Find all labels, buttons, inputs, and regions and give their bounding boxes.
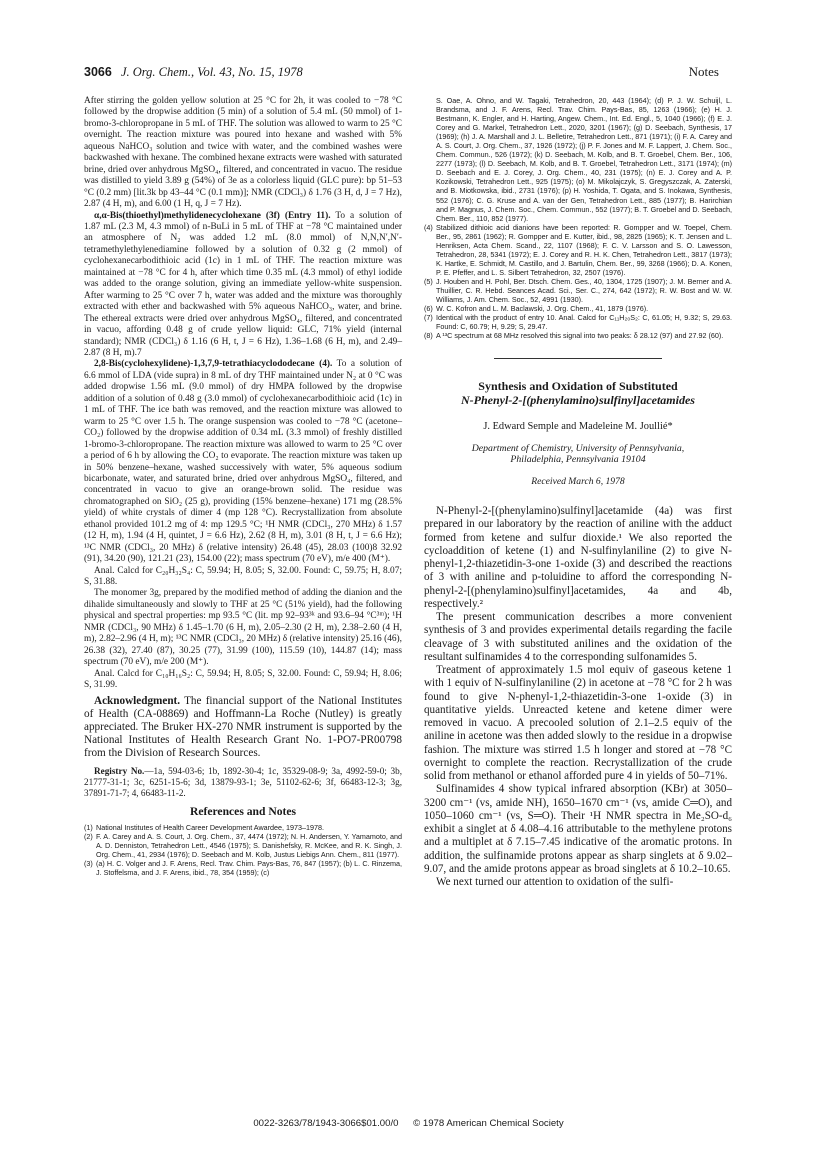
affiliation-line: Philadelphia, Pennsylvania 19104 [510,454,646,466]
reference-text: Identical with the product of entry 10. Anal. Calcd for C₁₁H₂₀S₂: C, 61.05; H, 9.32; S, 29.63. Found: C, 60.79; H, 9.29; S, 29.47. [436,313,732,332]
journal-citation: J. Org. Chem., Vol. 43, No. 15, 1978 [120,65,303,79]
acknowledgment [84,695,402,760]
reference-item [84,823,402,832]
paragraph: N-Phenyl-2-[(phenylamino)sulfinyl]acetamide (4a) was first prepared in our laboratory by the reaction of aniline with the adduct formed from ketene and sulfur dioxide.¹ We also reported the cycloaddition of ketene (1) and N-sulfinylaniline (2) to give N-phenyl-1,2-thiazetidin-3-one 1-oxide (3) and described the reactions of 3 with aniline and p-toluidine to afford the corresponding N-phenyl-2-[(phenylamino)sulfinyl]acetamides, 4a and 4b, respectively.² [424,505,732,610]
article-authors: J. Edward Semple and Madeleine M. Joullié* [483,421,673,433]
registry-numbers [84,766,402,800]
reference-text: F. A. Carey and A. S. Court, J. Org. Chem., 37, 4474 (1972); N. H. Andersen, Y. Yamamoto, and A. D. Denniston, Tetrahedron Lett., 4546 (1975); S. Danishefsky, R. McKee, and R. K. Singh, J. Org. Chem., 41, 2934 (1976); D. Seebach and M. Kolb, Justus Liebigs Ann. Chem., 811 (1977). [96,831,402,859]
reference-item [84,832,402,859]
reference-number: (4) [424,222,433,232]
paragraph-heading: 2,8-Bis(cyclohexylidene)-1,3,7,9-tetrathiacyclododecane (4). [94,359,333,370]
reference-number: (8) [424,331,433,341]
reference-item [424,313,732,331]
paragraph [84,359,402,565]
reference-number: (2) [84,831,93,841]
paragraph: After stirring the golden yellow solution at 25 °C for 2h, it was cooled to −78 °C followed by the dropwise addition (5 min) of a solution of 5.4 mL (50 mmol) of 1-bromo-3-chloropropane in 5 mL of THF. The solution was allowed to warm to 25 °C overnight. The reaction mixture was poured into hexane and washed with 5% aqueous NaHCO₃ solution and twice with water, and the combined washes were backwashed with hexane. The combined hexane extracts were washed with saturated brine, dried over anhydrous MgSO₄, filtered, and concentrated in vacuo. The residue was distilled to yield 3.89 g (54%) of 3e as a colorless liquid (GLC pure): bp 51–53 °C (0.2 mm) [lit.3k bp 43–44 °C (0.1 mm)]; NMR (CDCl₃) δ 1.76 (3 H, d, J = 7 Hz), 2.87 (4 H, m), and 6.00 (1 H, q, J = 7 Hz). [84,96,402,210]
copyright-notice: © 1978 American Chemical Society [413,1118,564,1129]
reference-text: W. C. Kofron and L. M. Baclawski, J. Org. Chem., 41, 1879 (1976). [436,304,649,314]
reference-item [424,331,732,340]
title-line: N-Phenyl-2-[(phenylamino)sulfinyl]acetamides [461,393,695,408]
paragraph: Anal. Calcd for C₁₀H₁₆S₂: C, 59.94; H, 8.05; S, 32.00. Found: C, 59.94; H, 8.06; S, 31.99. [84,668,402,691]
paragraph [84,211,402,360]
reference-number: (7) [424,313,433,323]
acknowledgment-text: The financial support of the National Institutes of Health (CA-08869) and Hoffmann-La Roche (Nutley) is greatly appreciated. The Bruker HX-270 NMR instrument is supported by the National Institutes of Health Research Grant No. 1-PO7-PR00798 from the Division of Research Sources. [84,694,402,759]
reference-item [84,859,402,877]
acknowledgment-heading: Acknowledgment. [94,694,181,707]
reference-text: National Institutes of Health Career Development Awardee, 1973–1978. [96,822,325,832]
reference-item [424,277,732,304]
paragraph: The monomer 3g, prepared by the modified method of adding the dianion and the dihalide simultaneously and slowly to THF at 25 °C (51% yield), had the following physical and spectral properties: mp 93.5 °C (lit. mp 92–93³ᵏ and 93.6–94 °C³ᵐ); ¹H NMR (CDCl₃, 90 MHz) δ 1.45–1.70 (6 H, m), 2.05–2.30 (2 H, m), 2.38–2.60 (4 H, m), 2.82–2.96 (4 H, m); ¹³C NMR (CDCl₃, 20 MHz) δ (relative intensity) 25.16 (46), 26.38 (32), 27.40 (87), 30.25 (77), 31.99 (100), 115.59 (10), 144.87 (14); mass spectrum (70 eV), m/e 200 (M⁺). [84,588,402,668]
page-footer [0,1118,817,1129]
paragraph-text: To a solution of 1.87 mL (2.3 M, 4.3 mmol) of n-BuLi in 5 mL of THF at −78 °C maintained under an atmosphere of N₂ was added 1.2 mL (8.0 mmol) of N,N,N′,N′-tetramethylethylenediamine followed by a solution of 0.32 g (2 mmol) of cyclohexanecarbodithioic acid (1c) in 1 mL of THF. The reaction mixture was maintained at −78 °C for 4 h, after which time 0.35 mL (4.3 mmol) of ethyl iodide was added to the orange solution, giving an immediate yellow-white suspension. After warming to 25 °C over 7 h, water was added and the mixture was thoroughly extracted with ether and backwashed with 5% aqueous NaHCO₃, water, and brine. The ethereal extracts were dried over anhydrous MgSO₄, filtered, and concentrated in vacuo, affording 0.48 g of crude yellow liquid: GLC, 71% yield (internal standard); NMR (CDCl₃) δ 1.16 (6 H, t, J = 6 Hz), 1.36–1.68 (6 H, m), and 2.49–2.87 (8 H, m).7 [84,210,402,358]
reference-number: (3) [84,858,93,868]
received-date: Received March 6, 1978 [531,475,625,487]
reference-number: (5) [424,276,433,286]
reference-text: (a) H. C. Volger and J. F. Arens, Recl. Trav. Chim. Pays-Bas, 76, 847 (1957); (b) L. C. Rinzema, J. Stoffelsma, and J. F. Arens, ibid., 78, 354 (1959); (c) [96,858,402,877]
paragraph-text: To a solution of 6.6 mmol of LDA (vide supra) in 8 mL of dry THF maintained under N₂ at 0 °C was added dropwise 1.56 mL (9.0 mmol) of dry HMPA followed by the dropwise addition of a solution of 0.48 g (3.0 mmol) of cyclohexanecarbodithioic acid (1c) in 1 mL of THF. The ice bath was removed, and the reaction mixture was allowed to warm to 25 °C over 1.5 h. The orange suspension was cooled to −78 °C (acetone–CO₂) followed by the dropwise addition of 0.34 mL (3.3 mmol) of freshly distilled 1-bromo-3-chloropropane. The reaction mixture was allowed to warm to 25 °C over a period of 6 h by allowing the CO₂ to evaporate. The reaction mixture was taken up in 50% benzene–hexane, washed successively with water, 5% aqueous sodium bicarbonate, water, and saturated brine, dried over anhydrous MgSO₄, filtered, and concentrated in vacuo to give an orange-brown solid. The residue was chromatographed on SiO₂ (25 g), providing (15% benzene–hexane) 171 mg (28.5% yield) of white crystals of dimer 4 (mp 128 °C). Recrystallization from absolute ethanol provided 101.2 mg of 4: mp 129.5 °C; ¹H NMR (CDCl₃, 270 MHz) δ 1.57 (12 H, m), 1.94 (4 H, quintet, J = 6.6 Hz), 2.62 (8 H, m), 3.01 (8 H, t, J = 6.6 Hz); ¹³C NMR (CDCl₃, 20 MHz) δ (relative intensity) 26.48 (45), 28.03 (100)8 32.92 (91), 34.20 (90), 121.21 (23), 154.00 (22); mass spectrum (70 eV), m/e 400 (M⁺). [84,359,402,565]
reference-number: (6) [424,304,433,314]
section-divider [494,358,662,359]
article-code: 0022-3263/78/1943-3066$01.00/0 [253,1118,399,1129]
paragraph: We next turned our attention to oxidation of the sulfi- [436,876,674,889]
paragraph: Sulfinamides 4 show typical infrared absorption (KBr) at 3050–3200 cm⁻¹ (vs, amide NH), 1650–1670 cm⁻¹ (vs, amide C═O), and 1050–1060 cm⁻¹ (vs, S═O). Their ¹H NMR spectra in Me₂SO-d₆ exhibit a singlet at δ 4.08–4.16 attributable to the methylene protons and a multiplet at δ 7.15–7.45 indicative of the aromatic protons. In addition, the sulfinamide protons appear as sharp singlets at δ 9.02–9.07, and the amide protons appear as broad singlets at δ 10.2–10.65. [424,783,732,875]
references-title: References and Notes [189,805,297,819]
reference-text: Stabilized dithioic acid dianions have been reported: R. Gompper and W. Toepel, Chem. Ber., 95, 2861 (1962); R. Gompper and E. Kutter, ibid., 98, 2825 (1965); K. T. Jensen and L. Henriksen, Acta Chem. Scand., 22, 1107 (1968); F. C. V. Larsson and S. O. Lawesson, Tetrahedron, 28, 5341 (1972); E. J. Corey and R. H. K. Chen, Tetrahedron Lett., 3817 (1973); K. Hartke, E. Schmidt, M. Castillo, and J. Bartulin, Chem. Ber., 99, 3268 (1966); D. A. Konen, P. E. Pfeffer, and L. S. Silbert Tetrahedron, 32, 2507 (1976). [436,222,732,277]
left-column [84,96,402,877]
reference-text: A ¹³C spectrum at 68 MHz resolved this signal into two peaks: δ 28.12 (97) and 27.92 (60). [436,331,724,341]
paragraph: Treatment of approximately 1.5 mol equiv of gaseous ketene 1 with 1 equiv of N-sulfinylaniline (2) in acetone at −78 °C for 2 h was found to give N-phenyl-1,2-thiazetidin-3-one 1-oxide (3) in quantitative yields. Unreacted ketene and ketene dimer were removed in vacuo. A precooled solution of 2.1–2.5 equiv of the aniline in acetone was then added slowly to the residue in a dropwise fashion. The mixture was stirred 1.5 h longer and stored at −78 °C overnight to complete the reaction. Recrystallization of the crude solid from methanol or ethanol afforded pure 4 in yields of 50–71%. [424,664,732,783]
reference-text: J. Houben and H. Pohl, Ber. Dtsch. Chem. Ges., 40, 1304, 1725 (1907); J. M. Berner and A. Thuillier, C. R. Hebd. Seances Acad. Sci., Ser. C., 274, 642 (1972); R. W. Bost and W. W. Williams, J. Am. Chem. Soc., 52, 4991 (1930). [436,276,732,305]
reference-item [424,304,732,313]
article-body [424,505,732,889]
registry-text: —1a, 594-03-6; 1b, 1892-30-4; 1c, 35329-08-9; 3a, 4992-59-0; 3b, 21777-31-1; 3c, 6251-15-6; 3d, 13879-93-1; 3e, 51102-62-6; 3f, 66483-12-3; 3g, 37891-71-7; 4, 66483-11-2. [84,765,402,798]
paragraph: The present communication describes a more convenient synthesis of 3 and provides experimental details regarding the facile cleavage of 3 with substituted anilines and the oxidation of the resultant sulfinamides 4 to the corresponding sulfonamides 5. [424,611,732,663]
author-affiliation [424,443,732,466]
reference-item [424,223,732,277]
reference-continuation: S. Oae, A. Ohno, and W. Tagaki, Tetrahedron, 20, 443 (1964); (d) P. J. W. Schuijl, L. Brandsma, and J. F. Arens, Recl. Trav. Chim. Pays-Bas, 85, 1263 (1966); (e) H. J. Bestmann, K. Engler, and H. Harting, Angew. Chem., Int. Ed. Engl., 5, 1040 (1966); (f) E. J. Corey and G. Markel, Tetrahedron Lett., 2020, 3201 (1967); (g) D. Seebach, Synthesis, 17 (1969); (h) J. A. Marshall and J. L. Belletire, Tetrahedron Lett., 871 (1971); (i) F. A. Carey and A. S. Court, J. Org. Chem., 37, 1926 (1972); (j) P. F. Jones and M. F. Lappert, J. Chem. Soc., Chem. Commun., 526 (1972); (k) D. Seebach, M. Kolb, and B. T. Groebel, Chem. Ber., 106, 2277 (1973); (l) D. Seebach, M. Kolb, and B. T. Groebel, Tetrahedron Lett., 3171 (1974); (m) D. Seebach and E. J. Corey, J. Org. Chem., 40, 231 (1975); (n) E. J. Corey and A. P. Kozikowski, Tetrahedron Lett., 925 (1975); (o) M. Mikolajczyk, S. Gregyszczak, A. Zaterski, and B. Miotkowska, ibid., 2731 (1976); (p) H. Yoshida, T. Ogata, and S. Inokawa, Synthesis, 552 (1976); C. G. Kruse and A. van der Gen, Tetrahedron Lett., 885 (1977); B. Harirchian and P. Magnus, J. Chem. Soc., Chem. Commun., 552 (1977); B. T. Groebel and D. Seebach, Chem. Ber., 110, 852 (1977). [436,96,732,223]
article-title [424,379,732,407]
page-number: 3066 [84,65,112,79]
right-column [424,96,732,889]
header-left [84,65,309,80]
registry-heading: Registry No. [94,765,145,776]
affiliation-line: Department of Chemistry, University of Pennsylvania, [471,442,685,454]
running-header [84,64,719,84]
section-label: Notes [688,64,719,79]
paragraph-heading: α,α-Bis(thioethyl)methylidenecyclohexane (3f) (Entry 11). [94,210,331,221]
reference-number: (1) [84,822,93,832]
title-line: Synthesis and Oxidation of Substituted [478,379,678,394]
paragraph: Anal. Calcd for C₂₀H₃₂S₄: C, 59.94; H, 8.05; S, 32.00. Found: C, 59.75; H, 8.07; S, 31.88. [84,565,402,588]
